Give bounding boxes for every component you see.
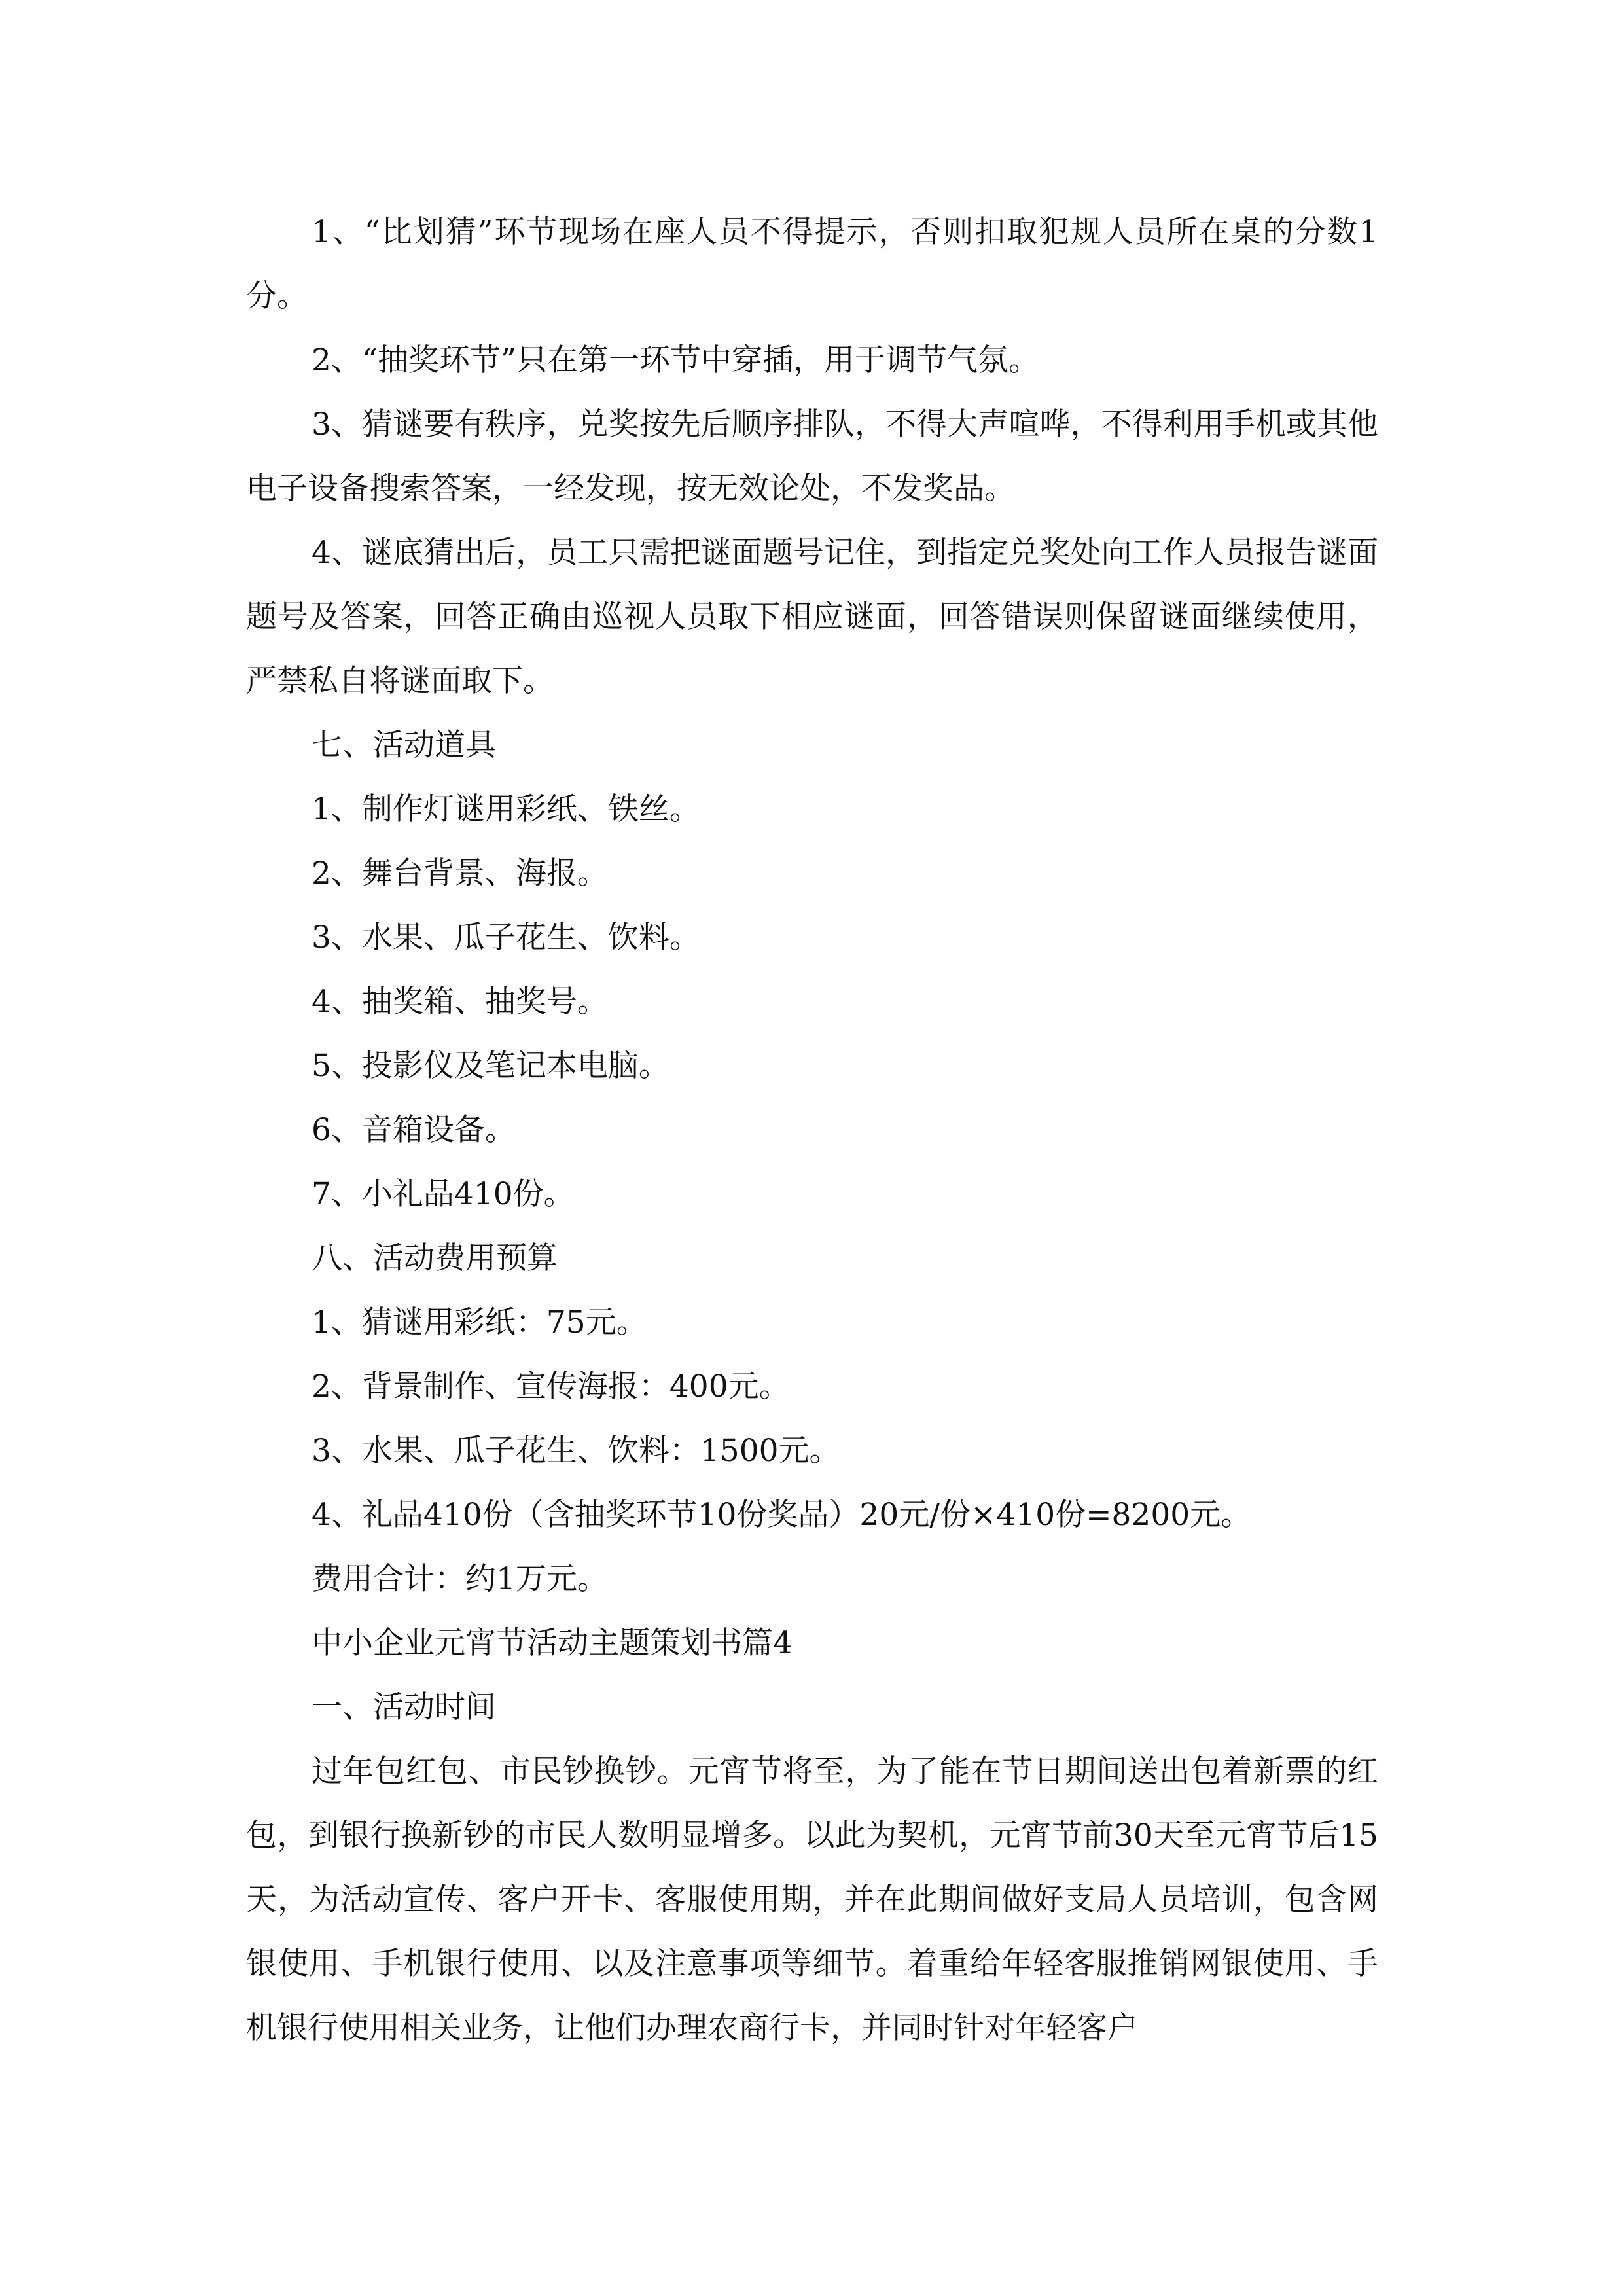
rule-paragraph-3: 3、猜谜要有秩序，兑奖按先后顺序排队，不得大声喧哗，不得利用手机或其他电子设备搜索答案，一经发现，按无效论处，不发奖品。 — [246, 406, 1378, 507]
section-heading-props: 七、活动道具 — [312, 727, 496, 763]
budget-item-1: 1、猜谜用彩纸：75元。 — [312, 1304, 647, 1340]
time-paragraph: 过年包红包、市民钞换钞。元宵节将至，为了能在节日期间送出包着新票的红包，到银行换新钞的市民人数明显增多。以此为契机，元宵节前30天至元宵节后15天，为活动宣传、客户开卡、客服使用期，并在此期间做好支局人员培训，包含网银使用、手机银行使用、以及注意事项等细节。着重给年轻客服推销网银使用、手机银行使用相关业务，让他们办理农商行卡，并同时针对年轻客户 — [246, 1753, 1378, 2046]
document-body — [246, 200, 1378, 2060]
props-item-5: 5、投影仪及笔记本电脑。 — [312, 1048, 669, 1084]
props-item-6: 6、音箱设备。 — [312, 1112, 516, 1148]
props-item-2: 2、舞台背景、海报。 — [312, 855, 608, 891]
props-item-7: 7、小礼品410份。 — [312, 1176, 575, 1212]
rule-paragraph-4: 4、谜底猜出后，员工只需把谜面题号记住，到指定兑奖处向工作人员报告谜面题号及答案，回答正确由巡视人员取下相应谜面，回答错误则保留谜面继续使用，严禁私自将谜面取下。 — [246, 535, 1378, 699]
budget-total: 费用合计：约1万元。 — [312, 1561, 608, 1597]
props-item-4: 4、抽奖箱、抽奖号。 — [312, 984, 608, 1020]
rule-paragraph-2: 2、“抽奖环节”只在第一环节中穿插，用于调节气氛。 — [312, 342, 1039, 378]
section-heading-budget: 八、活动费用预算 — [312, 1240, 558, 1276]
props-item-3: 3、水果、瓜子花生、饮料。 — [312, 920, 700, 956]
props-item-1: 1、制作灯谜用彩纸、铁丝。 — [312, 791, 700, 827]
article-title: 中小企业元宵节活动主题策划书篇4 — [312, 1625, 793, 1661]
budget-item-3: 3、水果、瓜子花生、饮料：1500元。 — [312, 1433, 840, 1469]
budget-item-2: 2、背景制作、宣传海报：400元。 — [312, 1369, 790, 1405]
budget-item-4: 4、礼品410份（含抽奖环节10份奖品）20元/份×410份=8200元。 — [312, 1497, 1252, 1533]
rule-paragraph-1: 1、“比划猜”环节现场在座人员不得提示，否则扣取犯规人员所在桌的分数1分。 — [246, 214, 1378, 314]
section-heading-time: 一、活动时间 — [312, 1689, 496, 1725]
